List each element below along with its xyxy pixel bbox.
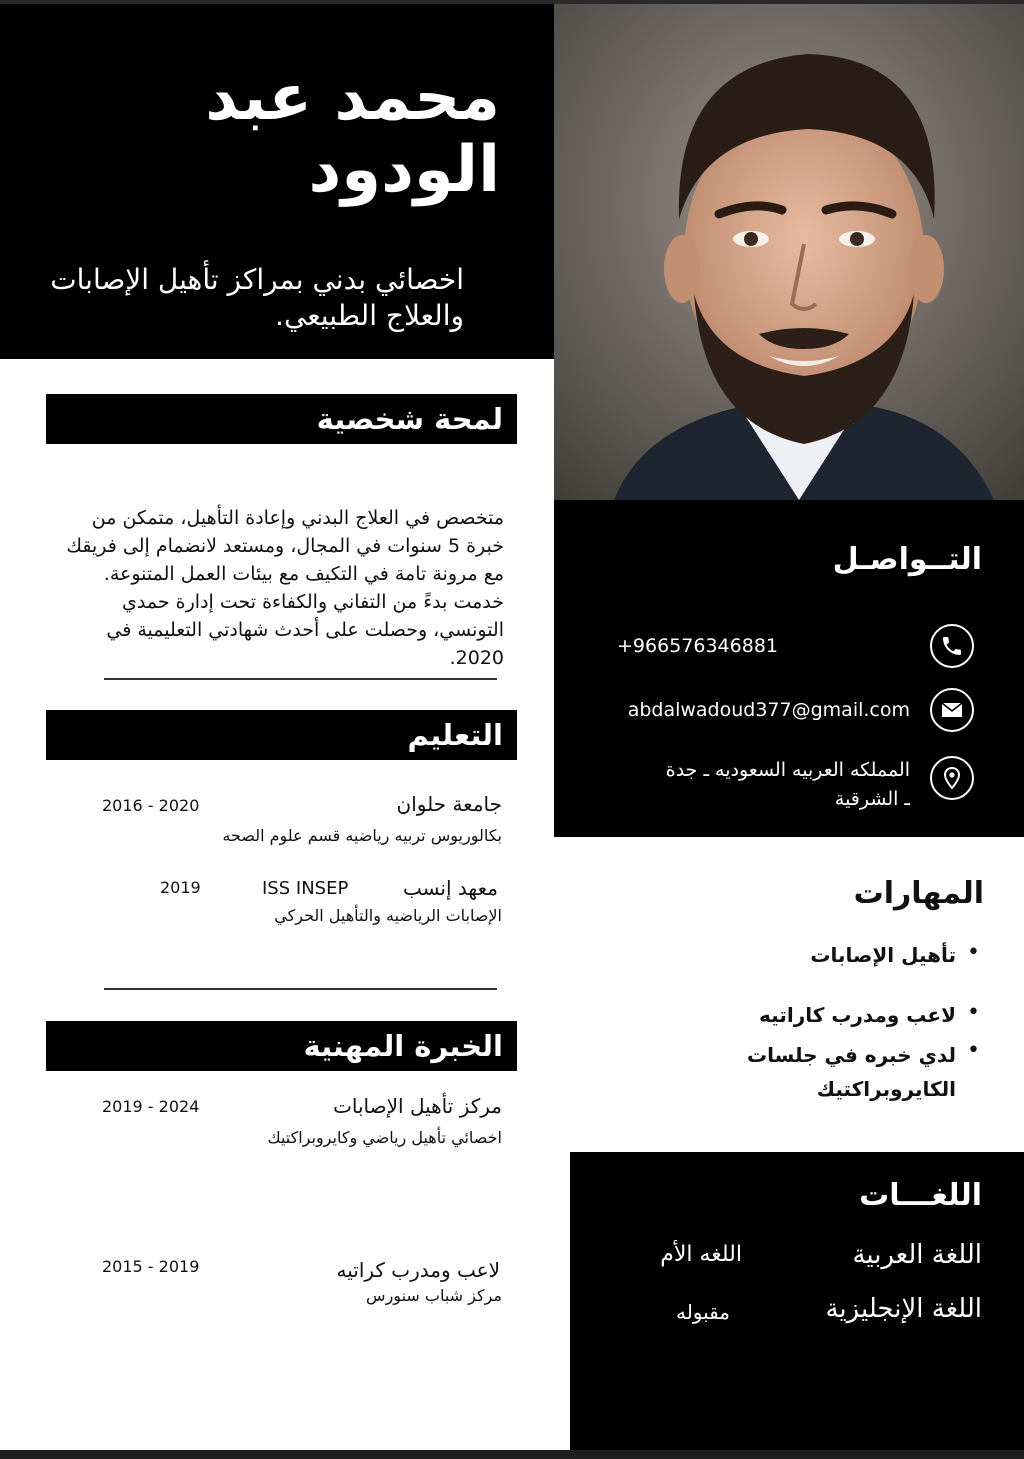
location-pin-icon [930,756,974,800]
experience-detail: اخصائي تأهيل رياضي وكايروبراكتيك [267,1128,502,1147]
profile-photo [554,4,1024,500]
contact-location-row [554,756,974,820]
email-icon [930,688,974,732]
location-line-2: ـ الشرقية [834,788,910,810]
experience-title: الخبرة المهنية [46,1021,517,1071]
experience-years: 2015 - 2019 [102,1257,200,1276]
experience-years: 2019 - 2024 [102,1097,200,1116]
job-title: اخصائي بدني بمراكز تأهيل الإصابات والعلاج الطبيعي. [50,263,464,332]
education-years: 2016 - 2020 [102,796,200,815]
skill-item: لاعب ومدرب كاراتيه [759,1003,956,1027]
language-name: اللغة الإنجليزية [825,1294,982,1324]
education-institution: جامعة حلوان [396,792,502,816]
experience-detail: مركز شباب سنورس [366,1286,502,1305]
languages-title: اللغـــات [859,1178,982,1213]
skill-item: تأهيل الإصابات [810,943,956,967]
email-address: abdalwadoud377@gmail.com [627,699,910,721]
contact-phone-row [554,624,974,668]
person-name: محمد عبد الودود [205,61,500,207]
education-degree: بكالوريوس تربيه رياضيه قسم علوم الصحه [222,826,502,845]
language-level: مقبوله [675,1300,730,1324]
skill-bullet: • [967,1038,980,1063]
contact-email-row [554,688,974,732]
profile-summary: متخصص في العلاج البدني وإعادة التأهيل، متمكن من خبرة 5 سنوات في المجال، ومستعد لانضمام إلى فريقك مع مرونة تامة في التكيف مع بيئات العمل المتنوعة. خدمت بدءً من التفاني والكفاءة تحت إدارة حمدي التونسي، وحصلت على أحدث شهادتي التعليمية في 2020. [66,507,504,669]
education-years: 2019 [160,878,201,897]
skills-title: المهارات [853,876,984,911]
education-degree: الإصابات الرياضيه والتأهيل الحركي [274,906,502,925]
language-name: اللغة العربية [852,1240,982,1270]
phone-number: +966576346881 [617,635,778,657]
location-text [666,756,910,814]
skill-bullet: • [967,1000,980,1025]
divider [104,988,497,990]
location-line-1: المملكه العربيه السعوديه ـ جدة [665,759,910,781]
contact-block [554,500,1024,837]
education-title: التعليم [46,710,517,760]
divider [104,678,497,680]
education-institution: معهد إنسب [402,876,498,900]
phone-icon [930,624,974,668]
experience-role: مركز تأهيل الإصابات [333,1094,502,1118]
profile-title: لمحة شخصية [46,394,517,444]
education-institution-latin: ISS INSEP [262,878,349,899]
experience-role: لاعب ومدرب كراتيه [336,1258,500,1282]
contact-title: التــواصـل [832,542,982,577]
skill-item: لدي خبره في جلسات الكايروبراكتيك [747,1043,956,1101]
language-level: اللغه الأم [660,1242,742,1267]
skill-bullet: • [967,940,980,965]
bottom-strip [0,1450,1024,1459]
languages-block [570,1152,1024,1450]
